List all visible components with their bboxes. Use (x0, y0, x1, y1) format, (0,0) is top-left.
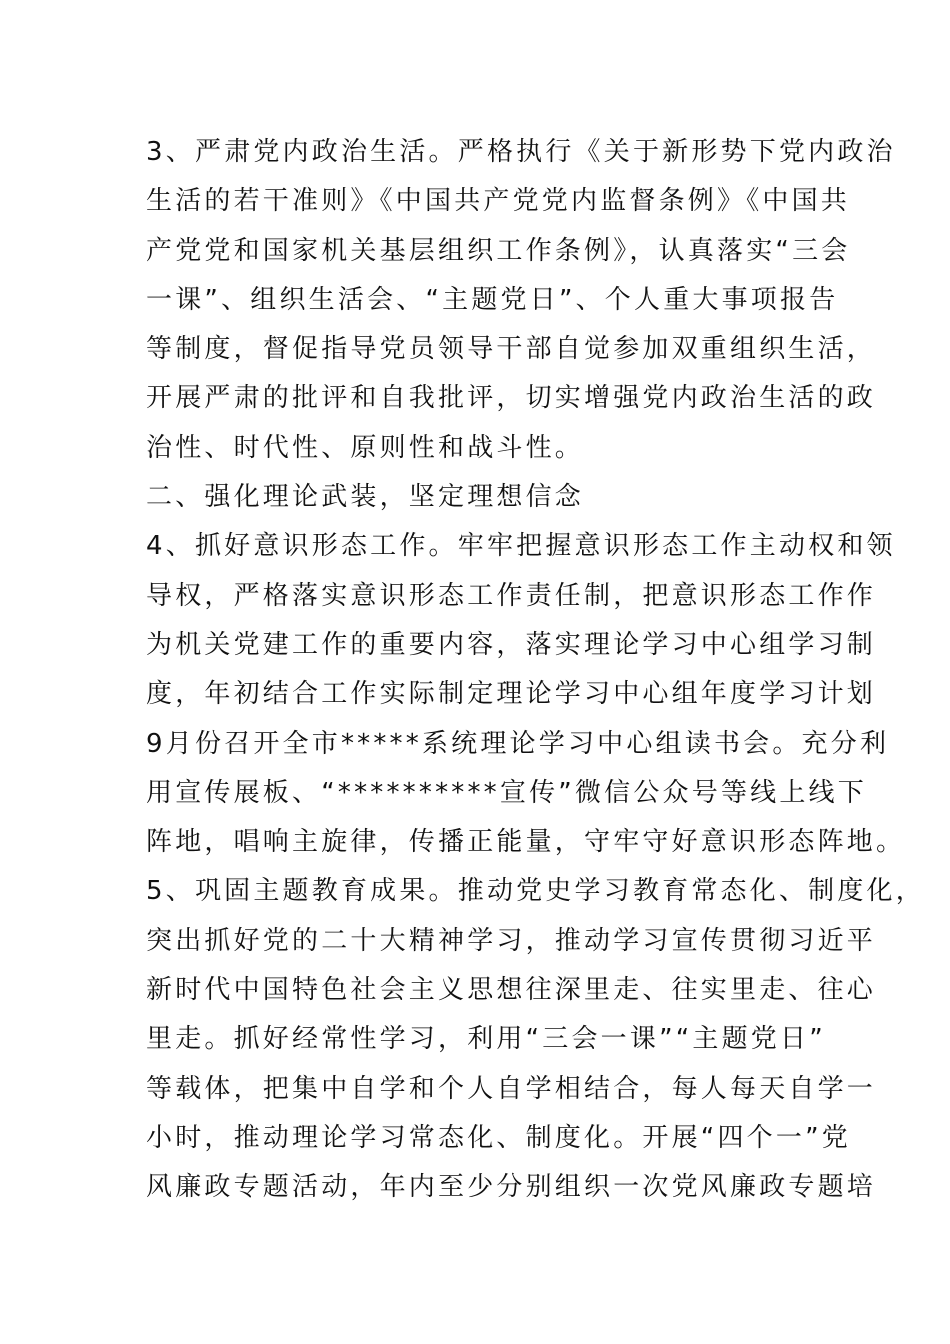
text-line-item-4-5: 9月份召开全市*****系统理论学习中心组读书会。充分利 (146, 728, 890, 759)
text-line-item-4-3: 为机关党建工作的重要内容，落实理论学习中心组学习制 (146, 629, 877, 660)
document-body (146, 128, 925, 1213)
text-line-item-5-5: 等载体，把集中自学和个人自学相结合，每人每天自学一 (146, 1073, 877, 1104)
text-line-item-3-1: 3、严肃党内政治生活。严格执行《关于新形势下党内政治 (146, 137, 896, 167)
text-line-item-3-5: 等制度，督促指导党员领导干部自觉参加双重组织生活， (146, 334, 877, 365)
text-line-item-4-4: 度，年初结合工作实际制定理论学习中心组年度学习计划 (146, 679, 877, 710)
text-line-item-4-6: 用宣传展板、“**********宣传”微信公众号等线上线下 (146, 777, 867, 808)
text-line-item-3-7: 治性、时代性、原则性和战斗性。 (146, 432, 585, 463)
text-line-item-3-3: 产党党和国家机关基层组织工作条例》，认真落实“三会 (146, 235, 851, 266)
text-line-item-5-6: 小时，推动理论学习常态化、制度化。开展“四个一”党 (146, 1122, 851, 1153)
text-line-item-5-3: 新时代中国特色社会主义思想往深里走、往实里走、往心 (146, 975, 877, 1006)
text-line-item-4-1: 4、抓好意识形态工作。牢牢把握意识形态工作主动权和领 (146, 531, 896, 562)
text-line-item-5-7: 风廉政专题活动，年内至少分别组织一次党风廉政专题培 (146, 1172, 877, 1203)
text-line-item-3-2: 生活的若干准则》《中国共产党党内监督条例》《中国共 (146, 186, 851, 217)
text-line-item-5-4: 里走。抓好经常性学习，利用“三会一课”“主题党日” (146, 1024, 826, 1055)
text-line-item-5-1: 5、巩固主题教育成果。推动党史学习教育常态化、制度化， (146, 876, 925, 907)
text-line-item-3-6: 开展严肃的批评和自我批评，切实增强党内政治生活的政 (146, 383, 877, 414)
text-line-item-3-4: 一课”、组织生活会、“主题党日”、个人重大事项报告 (146, 284, 839, 315)
text-line-item-4-2: 导权，严格落实意识形态工作责任制，把意识形态工作作 (146, 580, 877, 611)
text-line-item-4-7: 阵地，唱响主旋律，传播正能量，守牢守好意识形态阵地。 (146, 827, 906, 858)
text-line-item-5-2: 突出抓好党的二十大精神学习，推动学习宣传贯彻习近平 (146, 925, 877, 956)
section-heading-2: 二、强化理论武装，坚定理想信念 (146, 482, 585, 513)
